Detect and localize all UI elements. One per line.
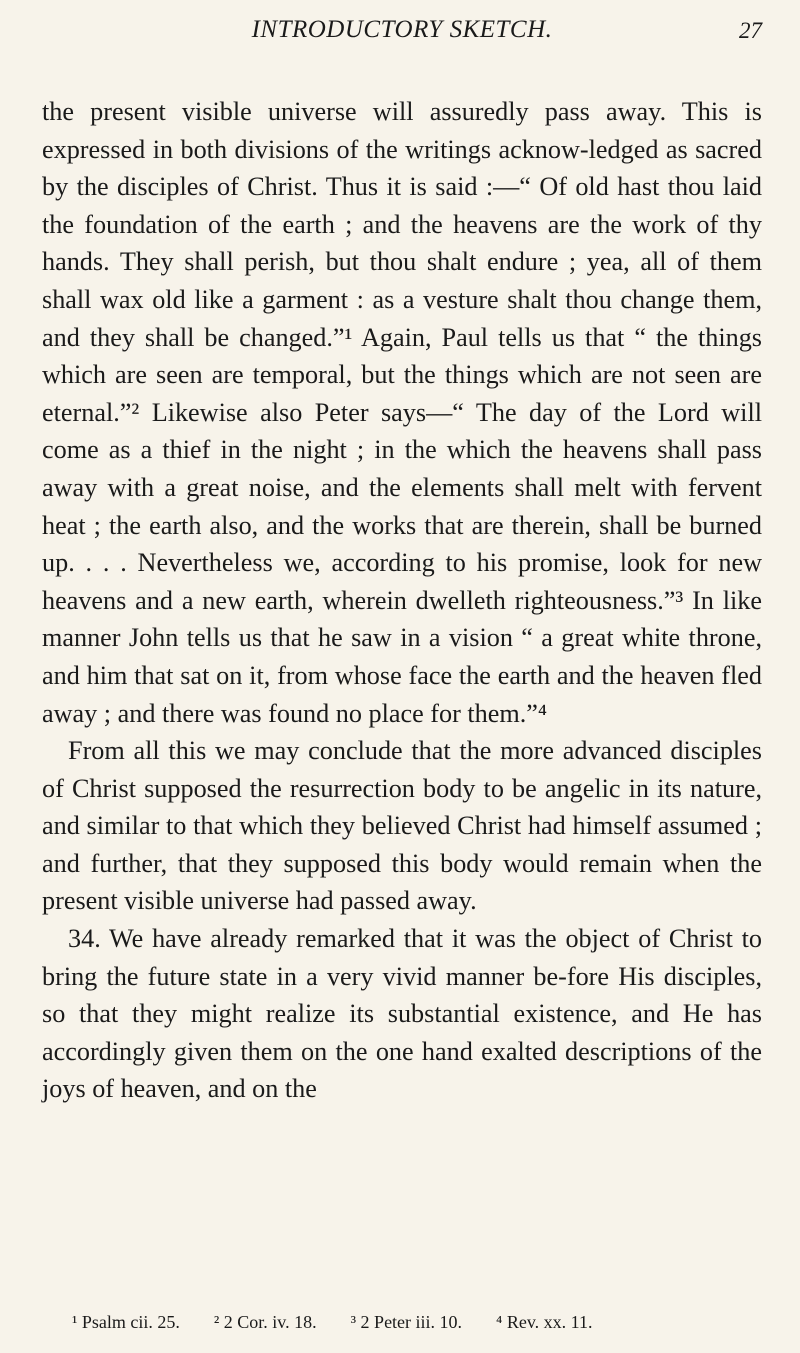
paragraph-2: From all this we may conclude that the more advanced disciples of Christ supposed the resurrection body to be angelic in its nature, and similar to that which they believed Christ had himself assumed ; and further, that they supposed this body would remain when the present visible universe had passed away.: [42, 736, 762, 916]
footnotes: [72, 1312, 762, 1333]
paragraph-1: the present visible universe will assuredly pass away. This is expressed in both divisions of the writings acknow-ledged as sacred by the disciples of Christ. Thus it is said :—“ Of old hast thou laid the foundation of the earth ; and the heavens are the work of thy hands. They shall perish, but thou shalt endure ; yea, all of them shall wax old like a garment : as a vesture shalt thou change them, and they shall be changed.”¹ Again, Paul tells us that “ the things which are seen are temporal, but the things which are not seen are eternal.”² Likewise also Peter says—“ The day of the Lord will come as a thief in the night ; in the which the heavens shall pass away with a great noise, and the elements shall melt with fervent heat ; the earth also, and the works that are therein, shall be burned up. . . . Nevertheless we, according to his promise, look for new heavens and a new earth, wherein dwelleth righteousness.”³ In like manner John tells us that he saw in a vision “ a great white throne, and him that sat on it, from whose face the earth and the heaven fled away ; and there was found no place for them.”⁴: [42, 97, 762, 728]
footnote-1: ¹ Psalm cii. 25.: [72, 1312, 180, 1332]
footnote-2: ² 2 Cor. iv. 18.: [213, 1312, 317, 1332]
page-number: 27: [739, 18, 762, 43]
body-text: [42, 93, 762, 1108]
page-header: [42, 0, 762, 56]
running-head: INTRODUCTORY SKETCH.: [251, 16, 553, 43]
paragraph-3: 34. We have already remarked that it was the object of Christ to bring the future state in a very vivid manner be-fore His disciples, so that they might realize its substantial existence, and He has accordingly given them on the one hand exalted descriptions of the joys of heaven, and on the: [42, 924, 762, 1104]
footnote-3: ³ 2 Peter iii. 10.: [350, 1312, 463, 1332]
footnote-4: ⁴ Rev. xx. 11.: [496, 1312, 593, 1332]
